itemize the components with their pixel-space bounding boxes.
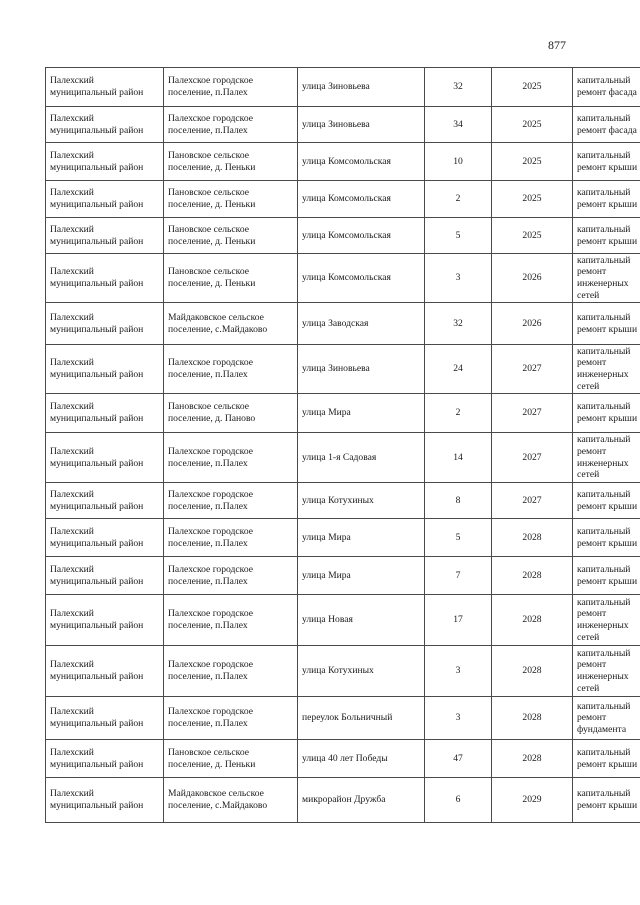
cell-house-number: 8 (425, 483, 492, 519)
cell-house-number: 24 (425, 345, 492, 394)
cell-settlement: Пановское сельское поселение, д. Пеньки (164, 218, 298, 254)
cell-work-type: капитальный ремонт инженерных сетей (573, 433, 640, 483)
cell-street: улица Комсомольская (298, 254, 425, 303)
cell-settlement: Палехское городское поселение, п.Палех (164, 483, 298, 519)
cell-settlement: Палехское городское поселение, п.Палех (164, 107, 298, 143)
cell-street: переулок Больничный (298, 697, 425, 740)
cell-year: 2027 (492, 345, 573, 394)
table-row (46, 394, 640, 433)
cell-year: 2026 (492, 254, 573, 303)
cell-street: улица Мира (298, 557, 425, 595)
table-row (46, 218, 640, 254)
cell-house-number: 32 (425, 303, 492, 345)
cell-street: микрорайон Дружба (298, 778, 425, 823)
cell-year: 2025 (492, 107, 573, 143)
cell-work-type: капитальный ремонт крыши (573, 557, 640, 595)
cell-district: Палехский муниципальный район (46, 345, 164, 394)
cell-house-number: 14 (425, 433, 492, 483)
cell-district: Палехский муниципальный район (46, 218, 164, 254)
cell-year: 2028 (492, 740, 573, 778)
cell-settlement: Пановское сельское поселение, д. Пеньки (164, 143, 298, 181)
cell-work-type: капитальный ремонт крыши (573, 181, 640, 218)
cell-settlement: Майдаковское сельское поселение, с.Майдаково (164, 303, 298, 345)
cell-district: Палехский муниципальный район (46, 107, 164, 143)
table-body (46, 68, 640, 823)
cell-settlement: Палехское городское поселение, п.Палех (164, 345, 298, 394)
cell-street: улица Зиновьева (298, 107, 425, 143)
cell-year: 2027 (492, 394, 573, 433)
cell-year: 2028 (492, 557, 573, 595)
table-row (46, 740, 640, 778)
table-row (46, 646, 640, 697)
table-row (46, 557, 640, 595)
cell-house-number: 5 (425, 218, 492, 254)
cell-house-number: 6 (425, 778, 492, 823)
table-row (46, 143, 640, 181)
table-row (46, 519, 640, 557)
cell-year: 2028 (492, 697, 573, 740)
cell-year: 2028 (492, 646, 573, 697)
repair-schedule-table (45, 67, 640, 823)
cell-district: Палехский муниципальный район (46, 646, 164, 697)
cell-house-number: 34 (425, 107, 492, 143)
cell-settlement: Майдаковское сельское поселение, с.Майдаково (164, 778, 298, 823)
cell-year: 2029 (492, 778, 573, 823)
cell-street: улица Котухиных (298, 646, 425, 697)
cell-street: улица 1-я Садовая (298, 433, 425, 483)
cell-district: Палехский муниципальный район (46, 68, 164, 107)
cell-year: 2025 (492, 143, 573, 181)
table-row (46, 483, 640, 519)
cell-district: Палехский муниципальный район (46, 433, 164, 483)
table-row (46, 595, 640, 646)
cell-street: улица Комсомольская (298, 218, 425, 254)
cell-street: улица Комсомольская (298, 143, 425, 181)
cell-year: 2027 (492, 433, 573, 483)
cell-work-type: капитальный ремонт крыши (573, 303, 640, 345)
cell-house-number: 17 (425, 595, 492, 646)
cell-street: улица Заводская (298, 303, 425, 345)
cell-settlement: Пановское сельское поселение, д. Пеньки (164, 740, 298, 778)
cell-work-type: капитальный ремонт инженерных сетей (573, 345, 640, 394)
cell-house-number: 2 (425, 181, 492, 218)
cell-house-number: 2 (425, 394, 492, 433)
cell-house-number: 5 (425, 519, 492, 557)
table-row (46, 254, 640, 303)
cell-district: Палехский муниципальный район (46, 181, 164, 218)
cell-work-type: капитальный ремонт крыши (573, 519, 640, 557)
table-row (46, 303, 640, 345)
cell-house-number: 3 (425, 697, 492, 740)
cell-district: Палехский муниципальный район (46, 254, 164, 303)
cell-work-type: капитальный ремонт крыши (573, 218, 640, 254)
cell-district: Палехский муниципальный район (46, 519, 164, 557)
cell-street: улица Мира (298, 394, 425, 433)
cell-work-type: капитальный ремонт фундамента (573, 697, 640, 740)
table-row (46, 68, 640, 107)
cell-settlement: Палехское городское поселение, п.Палех (164, 519, 298, 557)
cell-work-type: капитальный ремонт крыши (573, 778, 640, 823)
cell-work-type: капитальный ремонт инженерных сетей (573, 646, 640, 697)
cell-settlement: Пановское сельское поселение, д. Пеньки (164, 254, 298, 303)
cell-work-type: капитальный ремонт крыши (573, 143, 640, 181)
cell-settlement: Пановское сельское поселение, д. Пеньки (164, 181, 298, 218)
cell-house-number: 3 (425, 646, 492, 697)
cell-settlement: Палехское городское поселение, п.Палех (164, 557, 298, 595)
cell-house-number: 3 (425, 254, 492, 303)
cell-settlement: Палехское городское поселение, п.Палех (164, 595, 298, 646)
cell-work-type: капитальный ремонт фасада (573, 68, 640, 107)
cell-settlement: Палехское городское поселение, п.Палех (164, 433, 298, 483)
cell-year: 2025 (492, 181, 573, 218)
cell-year: 2025 (492, 218, 573, 254)
cell-work-type: капитальный ремонт инженерных сетей (573, 595, 640, 646)
cell-settlement: Пановское сельское поселение, д. Паново (164, 394, 298, 433)
table-row (46, 107, 640, 143)
cell-street: улица Мира (298, 519, 425, 557)
cell-street: улица Котухиных (298, 483, 425, 519)
cell-district: Палехский муниципальный район (46, 557, 164, 595)
cell-district: Палехский муниципальный район (46, 740, 164, 778)
cell-street: улица Зиновьева (298, 68, 425, 107)
cell-district: Палехский муниципальный район (46, 394, 164, 433)
cell-settlement: Палехское городское поселение, п.Палех (164, 697, 298, 740)
cell-house-number: 32 (425, 68, 492, 107)
cell-street: улица Комсомольская (298, 181, 425, 218)
cell-street: улица 40 лет Победы (298, 740, 425, 778)
cell-district: Палехский муниципальный район (46, 697, 164, 740)
table-row (46, 345, 640, 394)
cell-year: 2026 (492, 303, 573, 345)
cell-settlement: Палехское городское поселение, п.Палех (164, 68, 298, 107)
cell-district: Палехский муниципальный район (46, 303, 164, 345)
table-row (46, 181, 640, 218)
cell-settlement: Палехское городское поселение, п.Палех (164, 646, 298, 697)
cell-district: Палехский муниципальный район (46, 595, 164, 646)
cell-house-number: 10 (425, 143, 492, 181)
cell-year: 2027 (492, 483, 573, 519)
cell-district: Палехский муниципальный район (46, 778, 164, 823)
cell-district: Палехский муниципальный район (46, 483, 164, 519)
table-row (46, 778, 640, 823)
cell-work-type: капитальный ремонт крыши (573, 740, 640, 778)
cell-district: Палехский муниципальный район (46, 143, 164, 181)
cell-street: улица Зиновьева (298, 345, 425, 394)
cell-work-type: капитальный ремонт крыши (573, 483, 640, 519)
table-row (46, 433, 640, 483)
cell-year: 2028 (492, 595, 573, 646)
cell-house-number: 47 (425, 740, 492, 778)
cell-year: 2025 (492, 68, 573, 107)
cell-work-type: капитальный ремонт инженерных сетей (573, 254, 640, 303)
cell-work-type: капитальный ремонт фасада (573, 107, 640, 143)
cell-work-type: капитальный ремонт крыши (573, 394, 640, 433)
cell-street: улица Новая (298, 595, 425, 646)
cell-year: 2028 (492, 519, 573, 557)
table-row (46, 697, 640, 740)
page-number: 877 (548, 38, 566, 52)
cell-house-number: 7 (425, 557, 492, 595)
